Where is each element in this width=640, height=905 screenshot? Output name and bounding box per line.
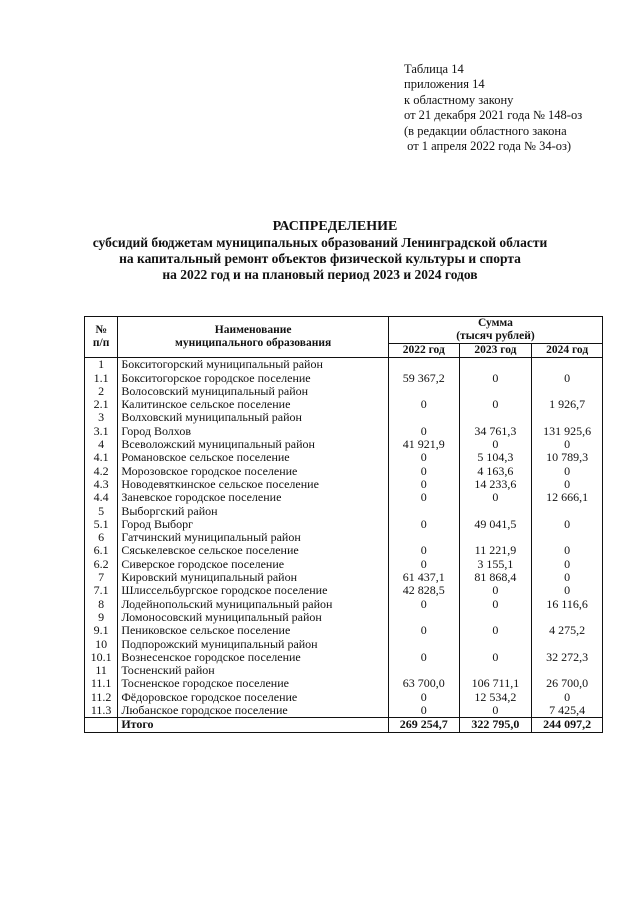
- table-row: [85, 558, 603, 571]
- row-value-2024: 4 275,2: [532, 624, 603, 637]
- row-value-2024: [532, 385, 603, 398]
- col-header-year-2024: 2024 год: [532, 344, 603, 358]
- row-value-2024: 7 425,4: [532, 704, 603, 718]
- row-name: Лодейнопольский муниципальный район: [118, 598, 389, 611]
- row-number: 11.1: [85, 677, 118, 690]
- row-name: Волховский муниципальный район: [118, 411, 389, 424]
- row-name: Волосовский муниципальный район: [118, 385, 389, 398]
- row-number: 6.1: [85, 544, 118, 557]
- row-value-2023: 11 221,9: [459, 544, 532, 557]
- row-value-2023: [459, 638, 532, 651]
- row-value-2024: 26 700,0: [532, 677, 603, 690]
- row-value-2024: 0: [532, 558, 603, 571]
- row-number: 9: [85, 611, 118, 624]
- row-name: Новодевяткинское сельское поселение: [118, 478, 389, 491]
- row-value-2022: 0: [388, 398, 459, 411]
- total-2023: 322 795,0: [459, 718, 532, 732]
- row-name: Выборгский район: [118, 505, 389, 518]
- row-name: Шлиссельбургское городское поселение: [118, 584, 389, 597]
- row-value-2022: 0: [388, 691, 459, 704]
- row-value-2022: [388, 411, 459, 424]
- row-number: 4.1: [85, 451, 118, 464]
- row-value-2022: 63 700,0: [388, 677, 459, 690]
- row-number: 4: [85, 438, 118, 451]
- total-num: [85, 718, 118, 732]
- row-name: Пениковское сельское поселение: [118, 624, 389, 637]
- row-value-2024: 0: [532, 571, 603, 584]
- row-value-2023: [459, 664, 532, 677]
- row-number: 4.4: [85, 491, 118, 504]
- row-value-2023: 14 233,6: [459, 478, 532, 491]
- row-value-2024: 12 666,1: [532, 491, 603, 504]
- title-line-4: на 2022 год и на плановый период 2023 и 2024 годов: [162, 267, 478, 282]
- row-number: 5: [85, 505, 118, 518]
- table-row: [85, 478, 603, 491]
- col-header-num: № п/п: [85, 317, 118, 358]
- row-value-2022: 0: [388, 651, 459, 664]
- row-name: Бокситогорский муниципальный район: [118, 358, 389, 372]
- title-main: РАСПРЕДЕЛЕНИЕ: [272, 219, 398, 234]
- header-line-3: к областному закону: [404, 92, 514, 107]
- header-line-2: приложения 14: [404, 77, 485, 92]
- row-number: 4.2: [85, 465, 118, 478]
- row-value-2024: 10 789,3: [532, 451, 603, 464]
- row-value-2022: [388, 358, 459, 372]
- row-value-2023: 0: [459, 704, 532, 718]
- row-value-2024: [532, 664, 603, 677]
- row-value-2022: 42 828,5: [388, 584, 459, 597]
- row-number: 7.1: [85, 584, 118, 597]
- row-value-2022: [388, 505, 459, 518]
- row-name: Тосненское городское поселение: [118, 677, 389, 690]
- row-value-2024: [532, 411, 603, 424]
- header-line-4: от 21 декабря 2021 года № 148-оз: [404, 108, 583, 123]
- row-value-2023: 0: [459, 372, 532, 385]
- row-value-2024: 16 116,6: [532, 598, 603, 611]
- row-value-2022: [388, 531, 459, 544]
- row-value-2022: 0: [388, 465, 459, 478]
- header-line-6: от 1 апреля 2022 года № 34-оз): [404, 139, 572, 154]
- row-value-2023: [459, 505, 532, 518]
- row-value-2022: 61 437,1: [388, 571, 459, 584]
- row-value-2024: [532, 505, 603, 518]
- row-value-2022: [388, 611, 459, 624]
- row-value-2023: 0: [459, 491, 532, 504]
- row-value-2022: 0: [388, 704, 459, 718]
- row-number: 2: [85, 385, 118, 398]
- row-value-2024: [532, 358, 603, 372]
- row-number: 1: [85, 358, 118, 372]
- row-name: Кировский муниципальный район: [118, 571, 389, 584]
- row-value-2022: [388, 664, 459, 677]
- table-row: [85, 611, 603, 624]
- table-row: [85, 531, 603, 544]
- row-number: 3.1: [85, 425, 118, 438]
- row-value-2022: 0: [388, 624, 459, 637]
- row-value-2022: [388, 385, 459, 398]
- row-value-2022: [388, 638, 459, 651]
- row-value-2023: [459, 531, 532, 544]
- row-value-2023: 3 155,1: [459, 558, 532, 571]
- row-value-2024: [532, 638, 603, 651]
- table-row: [85, 664, 603, 677]
- table-row: [85, 398, 603, 411]
- row-value-2023: [459, 411, 532, 424]
- table-row: [85, 677, 603, 690]
- row-number: 11.2: [85, 691, 118, 704]
- row-value-2023: 34 761,3: [459, 425, 532, 438]
- table-row: [85, 518, 603, 531]
- row-value-2024: 0: [532, 478, 603, 491]
- row-number: 10: [85, 638, 118, 651]
- row-value-2022: 59 367,2: [388, 372, 459, 385]
- table-row: [85, 465, 603, 478]
- header-line-1: Таблица 14: [404, 62, 464, 76]
- row-value-2023: 49 041,5: [459, 518, 532, 531]
- row-name: Фёдоровское городское поселение: [118, 691, 389, 704]
- row-number: 9.1: [85, 624, 118, 637]
- row-number: 2.1: [85, 398, 118, 411]
- row-value-2024: [532, 611, 603, 624]
- row-value-2022: 0: [388, 558, 459, 571]
- subsidy-table: [84, 316, 603, 733]
- row-name: Тосненский район: [118, 664, 389, 677]
- title-line-3: на капитальный ремонт объектов физической культуры и спорта: [119, 251, 521, 266]
- table-row: [85, 571, 603, 584]
- table-row: [85, 438, 603, 451]
- col-header-name: Наименование муниципального образования: [118, 317, 389, 358]
- total-2022: 269 254,7: [388, 718, 459, 732]
- row-value-2022: 0: [388, 478, 459, 491]
- table-row: [85, 691, 603, 704]
- row-number: 11.3: [85, 704, 118, 718]
- row-number: 6.2: [85, 558, 118, 571]
- row-value-2023: 5 104,3: [459, 451, 532, 464]
- row-number: 10.1: [85, 651, 118, 664]
- row-value-2024: 32 272,3: [532, 651, 603, 664]
- row-value-2023: 0: [459, 398, 532, 411]
- row-value-2023: [459, 385, 532, 398]
- row-number: 8: [85, 598, 118, 611]
- table-row: [85, 425, 603, 438]
- col-header-year-2022: 2022 год: [388, 344, 459, 358]
- table-row: [85, 411, 603, 424]
- row-value-2022: 0: [388, 491, 459, 504]
- row-value-2023: 0: [459, 651, 532, 664]
- table-body: [85, 358, 603, 718]
- table-row: [85, 704, 603, 718]
- row-value-2024: 0: [532, 518, 603, 531]
- row-value-2022: 0: [388, 451, 459, 464]
- row-value-2024: 0: [532, 584, 603, 597]
- row-value-2023: [459, 358, 532, 372]
- row-name: Любанское городское поселение: [118, 704, 389, 718]
- row-value-2024: 0: [532, 438, 603, 451]
- row-name: Вознесенское городское поселение: [118, 651, 389, 664]
- table-row: [85, 451, 603, 464]
- row-name: Романовское сельское поселение: [118, 451, 389, 464]
- row-number: 6: [85, 531, 118, 544]
- row-number: 5.1: [85, 518, 118, 531]
- document-title: [0, 219, 640, 283]
- row-value-2023: [459, 611, 532, 624]
- table-row: [85, 372, 603, 385]
- table-row: [85, 491, 603, 504]
- total-2024: 244 097,2: [532, 718, 603, 732]
- row-value-2023: 12 534,2: [459, 691, 532, 704]
- row-value-2022: 0: [388, 425, 459, 438]
- col-header-year-2023: 2023 год: [459, 344, 532, 358]
- total-row: [85, 718, 603, 732]
- row-value-2023: 4 163,6: [459, 465, 532, 478]
- row-name: Морозовское городское поселение: [118, 465, 389, 478]
- row-value-2024: 131 925,6: [532, 425, 603, 438]
- row-name: Бокситогорское городское поселение: [118, 372, 389, 385]
- row-value-2023: 0: [459, 624, 532, 637]
- row-value-2024: 0: [532, 465, 603, 478]
- row-name: Сиверское городское поселение: [118, 558, 389, 571]
- row-value-2023: 0: [459, 584, 532, 597]
- row-name: Сяськелевское сельское поселение: [118, 544, 389, 557]
- row-number: 4.3: [85, 478, 118, 491]
- row-number: 11: [85, 664, 118, 677]
- row-name: Калитинское сельское поселение: [118, 398, 389, 411]
- row-name: Гатчинский муниципальный район: [118, 531, 389, 544]
- table-row: [85, 358, 603, 372]
- row-value-2024: [532, 531, 603, 544]
- row-name: Заневское городское поселение: [118, 491, 389, 504]
- header-line-5: (в редакции областного закона: [404, 123, 567, 138]
- row-value-2022: 41 921,9: [388, 438, 459, 451]
- total-label: Итого: [118, 718, 389, 732]
- row-value-2023: 106 711,1: [459, 677, 532, 690]
- row-name: Ломоносовский муниципальный район: [118, 611, 389, 624]
- table-row: [85, 598, 603, 611]
- table-row: [85, 505, 603, 518]
- row-value-2022: 0: [388, 598, 459, 611]
- row-number: 1.1: [85, 372, 118, 385]
- row-name: Город Выборг: [118, 518, 389, 531]
- table-row: [85, 624, 603, 637]
- row-value-2024: 0: [532, 544, 603, 557]
- title-line-2: субсидий бюджетам муниципальных образований Ленинградской области: [92, 235, 548, 250]
- row-name: Подпорожский муниципальный район: [118, 638, 389, 651]
- row-value-2023: 81 868,4: [459, 571, 532, 584]
- row-value-2024: 0: [532, 691, 603, 704]
- row-value-2023: 0: [459, 598, 532, 611]
- table-row: [85, 651, 603, 664]
- appendix-header: [404, 62, 582, 154]
- row-name: Город Волхов: [118, 425, 389, 438]
- table-row: [85, 544, 603, 557]
- row-number: 3: [85, 411, 118, 424]
- table-row: [85, 584, 603, 597]
- col-header-sum: Сумма (тысяч рублей): [388, 317, 602, 344]
- table-row: [85, 385, 603, 398]
- row-number: 7: [85, 571, 118, 584]
- row-value-2022: 0: [388, 518, 459, 531]
- row-value-2023: 0: [459, 438, 532, 451]
- row-value-2024: 1 926,7: [532, 398, 603, 411]
- row-value-2022: 0: [388, 544, 459, 557]
- row-name: Всеволожский муниципальный район: [118, 438, 389, 451]
- row-value-2024: 0: [532, 372, 603, 385]
- table-row: [85, 638, 603, 651]
